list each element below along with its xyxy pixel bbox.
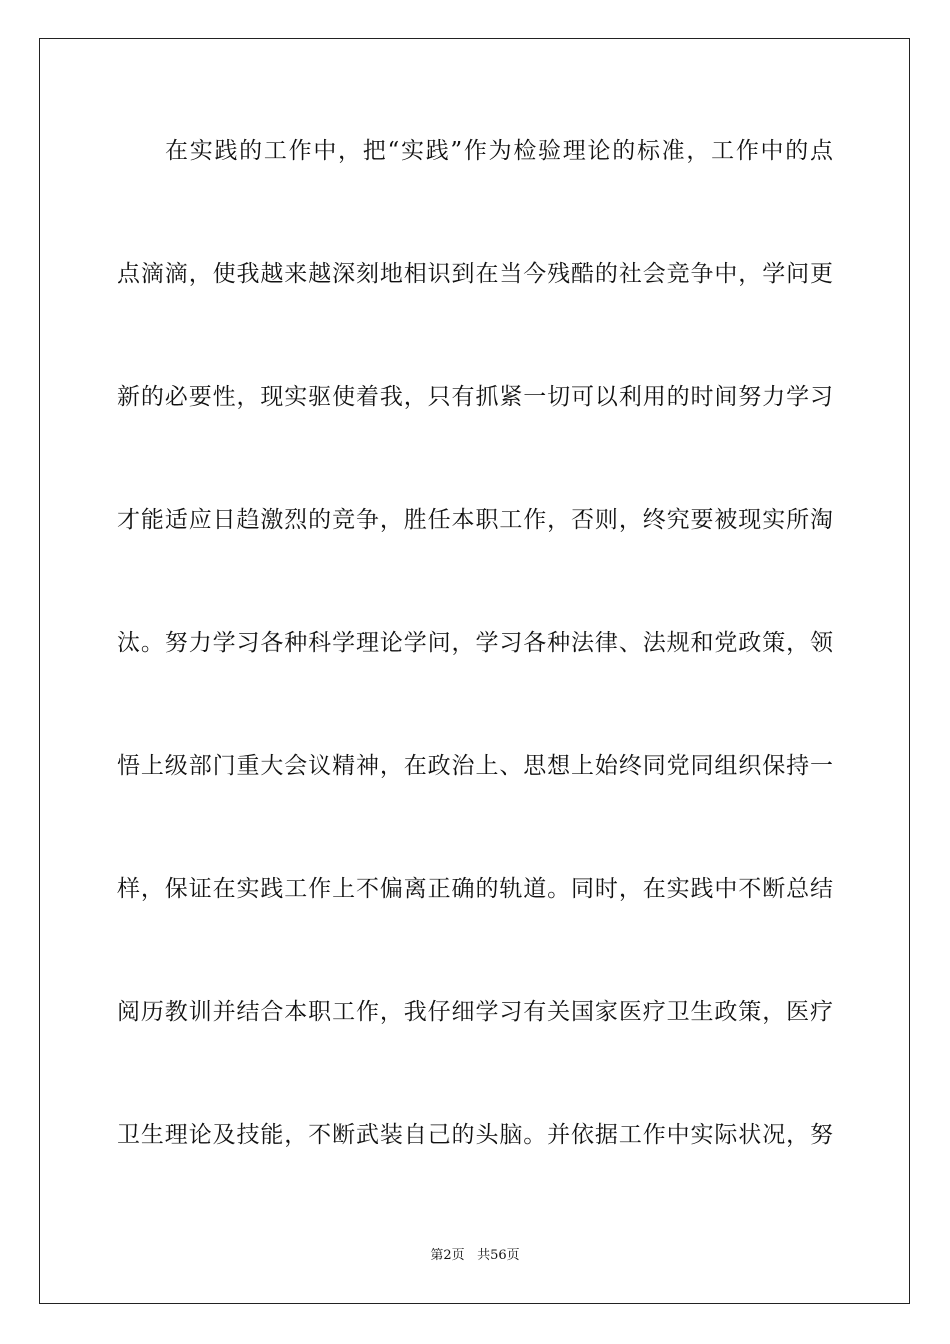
paragraph-line: 在实践的工作中，把“实践”作为检验理论的标准，工作中的点 [165, 138, 833, 164]
paragraph-line: 样，保证在实践工作上不偏离正确的轨道。同时，在实践中不断总结 [117, 876, 833, 902]
page-footer [0, 1247, 950, 1265]
paragraph-line: 才能适应日趋激烈的竞争，胜任本职工作，否则，终究要被现实所淘 [117, 507, 833, 533]
page-total: 共56页 [477, 1248, 520, 1263]
paragraph-line: 汰。努力学习各种科学理论学问，学习各种法律、法规和党政策，领 [117, 630, 833, 656]
paragraph-line: 新的必要性，现实驱使着我，只有抓紧一切可以利用的时间努力学习 [117, 384, 833, 410]
page-number: 第2页 [430, 1248, 465, 1263]
paragraph-line: 点滴滴，使我越来越深刻地相识到在当今残酷的社会竞争中，学问更 [117, 261, 833, 287]
paragraph-line: 阅历教训并结合本职工作，我仔细学习有关国家医疗卫生政策，医疗 [117, 999, 833, 1025]
paragraph-line: 悟上级部门重大会议精神，在政治上、思想上始终同党同组织保持一 [117, 753, 833, 779]
paragraph-line: 卫生理论及技能，不断武装自己的头脑。并依据工作中实际状况，努 [117, 1122, 833, 1148]
